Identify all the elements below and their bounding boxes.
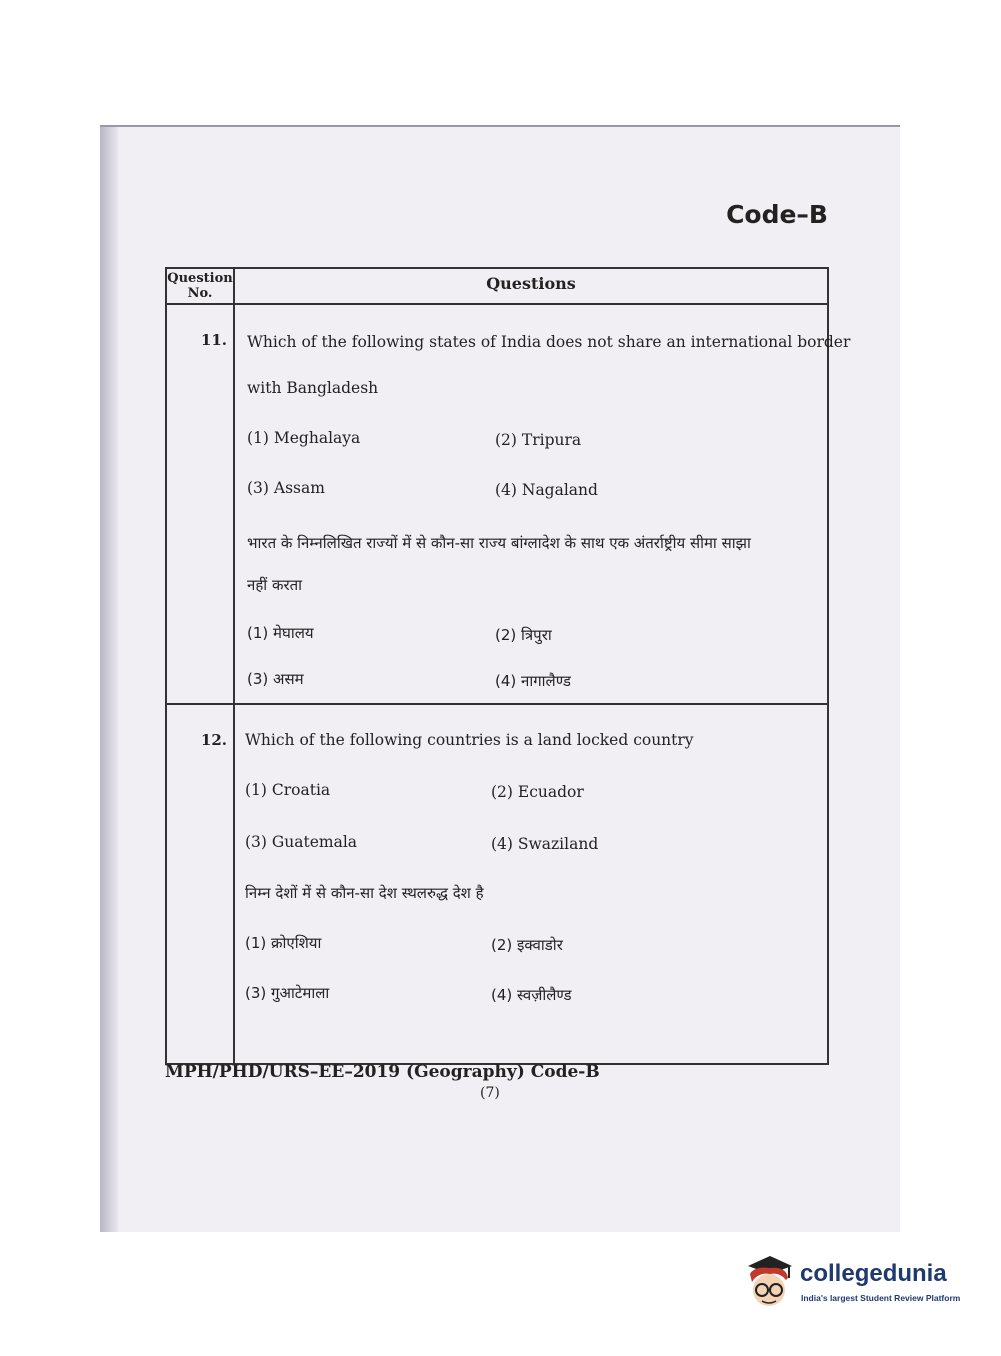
question-11-number: 11.: [200, 331, 227, 349]
question-table: [165, 267, 851, 1065]
question-11-option-2-en: (2) Tripura: [495, 431, 582, 449]
row-separator: [167, 703, 827, 705]
question-12-option-2-hi: (2) इक्वाडोर: [491, 936, 563, 954]
scanned-page: [100, 125, 900, 1232]
header-question-no: Question No.: [167, 271, 233, 301]
question-11-option-3-hi: (3) असम: [247, 670, 304, 688]
question-12-number: 12.: [200, 731, 227, 749]
question-11-text-en-line2: with Bangladesh: [247, 379, 379, 397]
question-11-option-2-hi: (2) त्रिपुरा: [495, 626, 552, 644]
question-12-option-3-en: (3) Guatemala: [245, 833, 358, 851]
question-11-text-en-line1: Which of the following states of India does not share an international border: [247, 333, 851, 351]
question-12-option-4-en: (4) Swaziland: [491, 835, 599, 853]
page-binding-shadow: [100, 127, 118, 1232]
exam-footer: MPH/PHD/URS–EE–2019 (Geography) Code-B: [165, 1062, 600, 1082]
collegedunia-logo: [740, 1252, 970, 1312]
question-11-option-1-en: (1) Meghalaya: [247, 429, 361, 447]
question-11-text-hi-line1: भारत के निम्नलिखित राज्यों में से कौन-सा राज्य बांग्लादेश के साथ एक अंतर्राष्ट्रीय सीमा साझा: [247, 534, 751, 552]
code-label: Code–B: [726, 200, 828, 229]
table-header-row: [167, 269, 827, 305]
page-number: (7): [480, 1085, 500, 1101]
question-11-option-1-hi: (1) मेघालय: [247, 624, 314, 642]
column-divider: [233, 269, 235, 1063]
question-12-text-en: Which of the following countries is a land locked country: [245, 731, 694, 749]
question-12-text-hi: निम्न देशों में से कौन-सा देश स्थलरुद्ध देश है: [245, 884, 484, 902]
question-11-option-4-hi: (4) नागालैण्ड: [495, 672, 571, 690]
question-11-text-hi-line2: नहीं करता: [247, 576, 303, 594]
mascot-icon: [740, 1252, 798, 1312]
question-12-option-1-en: (1) Croatia: [245, 781, 331, 799]
question-12-option-3-hi: (3) गुआटेमाला: [245, 984, 330, 1002]
question-11-option-3-en: (3) Assam: [247, 479, 325, 497]
brand-name: collegedunia: [800, 1260, 947, 1287]
question-11-option-4-en: (4) Nagaland: [495, 481, 598, 499]
brand-tagline: India's largest Student Review Platform: [801, 1293, 961, 1303]
question-12-option-4-hi: (4) स्वज़ीलैण्ड: [491, 986, 572, 1004]
question-12-option-1-hi: (1) क्रोएशिया: [245, 934, 322, 952]
question-12-option-2-en: (2) Ecuador: [491, 783, 584, 801]
header-questions: Questions: [486, 274, 576, 293]
